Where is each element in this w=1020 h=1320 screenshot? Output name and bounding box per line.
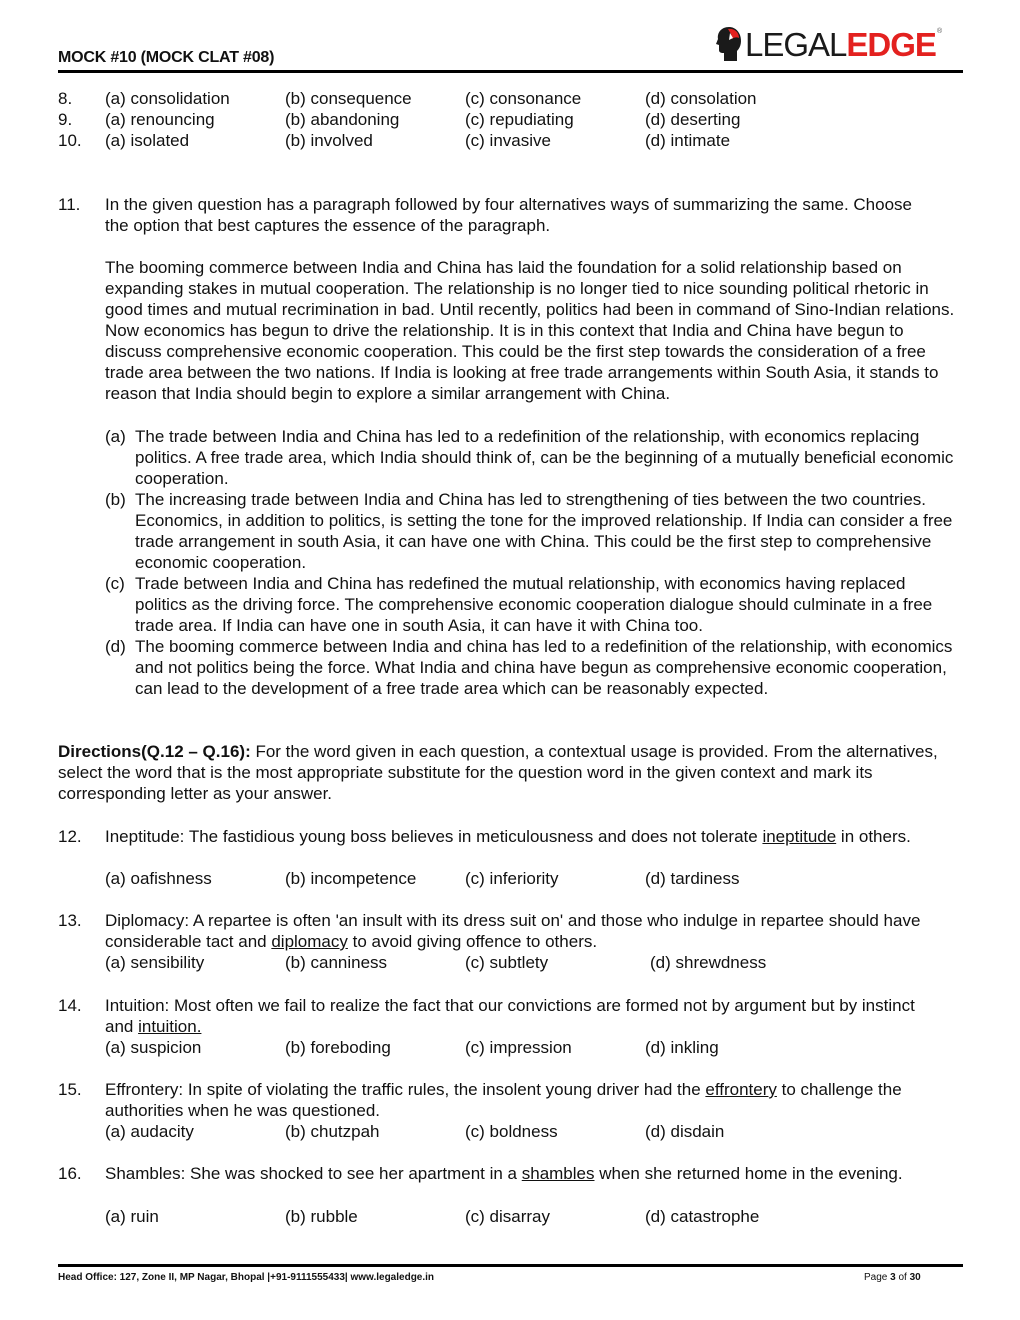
option-a[interactable]: (a) The trade between India and China has led to a redefinition of the relationship, with economics replacing politics. A free trade area, which India should think of, can be the beginning of a mutually beneficial economic cooperation.	[105, 427, 954, 488]
legaledge-logo	[715, 24, 941, 64]
option-d[interactable]: (d) intimate	[645, 131, 731, 150]
question-number-15: 15.	[58, 1080, 82, 1099]
question-14-stem: Intuition: Most often we fail to realize the fact that our convictions are formed not by argument but by instinct and intuition.	[105, 996, 915, 1036]
underlined-word: intuition.	[138, 1017, 202, 1036]
underlined-word: ineptitude	[762, 827, 837, 846]
option-b[interactable]: (b) chutzpah	[285, 1122, 380, 1141]
option-b[interactable]: (b) incompetence	[285, 869, 417, 888]
logo-wordmark: LEGALEDGE®	[745, 25, 942, 63]
option-d[interactable]: (d) consolation	[645, 89, 757, 108]
question-13-stem: Diplomacy: A repartee is often 'an insult with its dress suit on' and those who indulge in repartee should have considerable tact and diplomacy to avoid giving offence to others.	[105, 911, 921, 951]
question-12-stem: Ineptitude: The fastidious young boss believes in meticulousness and does not tolerate ineptitude in others.	[105, 827, 911, 846]
footer-address: Head Office: 127, Zone II, MP Nagar, Bhopal |+91-9111555433| www.legaledge.in	[58, 1272, 435, 1283]
option-c[interactable]: (c) repudiating	[465, 110, 574, 129]
option-b[interactable]: (b) canniness	[285, 953, 388, 972]
question-16-stem: Shambles: She was shocked to see her apartment in a shambles when she returned home in the evening.	[105, 1164, 903, 1183]
option-b[interactable]: (b) consequence	[285, 89, 412, 108]
directions-block: Directions(Q.12 – Q.16): For the word given in each question, a contextual usage is provided. From the alternatives, select the word that is the most appropriate substitute for the question word in the given context and mark its corresponding letter as your answer.	[58, 742, 938, 803]
question-number-12: 12.	[58, 827, 82, 846]
option-b[interactable]: (b) The increasing trade between India and China has led to strengthening of ties between the two countries. Economics, in addition to politics, is setting the tone for the improved relationship. If India can consider a free trade arrangement in south Asia, it can have one with China. This could be the first step to comprehensive economic cooperation.	[105, 490, 953, 572]
document-title: MOCK #10 (MOCK CLAT #08)	[58, 49, 275, 66]
option-a[interactable]: (a) audacity	[105, 1122, 194, 1141]
option-c[interactable]: (c) inferiority	[465, 869, 559, 888]
option-c[interactable]: (c) impression	[465, 1038, 572, 1057]
option-c[interactable]: (c) subtlety	[465, 953, 549, 972]
option-c[interactable]: (c) disarray	[465, 1207, 551, 1226]
option-d[interactable]: (d) catastrophe	[645, 1207, 760, 1226]
question-15-stem: Effrontery: In spite of violating the traffic rules, the insolent young driver had the effrontery to challenge the authorities when he was questioned.	[105, 1080, 902, 1120]
option-c[interactable]: (c) consonance	[465, 89, 582, 108]
question-number-13: 13.	[58, 911, 82, 930]
question-number-16: 16.	[58, 1164, 82, 1183]
question-11-prompt: In the given question has a paragraph followed by four alternatives ways of summarizing the same. Choose the option that best captures the essence of the paragraph.	[105, 195, 913, 235]
head-silhouette-icon	[715, 25, 745, 63]
question-11-options	[105, 426, 955, 699]
header-divider	[58, 70, 963, 73]
option-a[interactable]: (a) isolated	[105, 131, 190, 150]
underlined-word: effrontery	[705, 1080, 777, 1099]
page-indicator: Page 3 of 30	[864, 1272, 921, 1283]
option-d[interactable]: (d) tardiness	[645, 869, 740, 888]
underlined-word: shambles	[521, 1164, 595, 1183]
option-a[interactable]: (a) consolidation	[105, 89, 230, 108]
option-a[interactable]: (a) sensibility	[105, 953, 205, 972]
question-11-passage: The booming commerce between India and China has laid the foundation for a solid relationship based on expanding stakes in mutual cooperation. The relationship is no longer tied to nice sounding political rhetoric in good times and mutual recrimination in bad. Until recently, politics had been in command of Sino-Indian relations. Now economics has begun to drive the relationship. It is in this context that India and China have begun to discuss comprehensive economic cooperation. This could be the first step towards the consideration of a free trade area between the two nations. If India is looking at free trade arrangements within South Asia, it stands to reason that India should begin to explore a similar arrangement with China.	[105, 258, 955, 403]
option-d[interactable]: (d) shrewdness	[650, 953, 767, 972]
directions-label: Directions(Q.12 – Q.16):	[58, 742, 251, 761]
option-d[interactable]: (d) disdain	[645, 1122, 725, 1141]
option-d[interactable]: (d) The booming commerce between India and china has led to a redefinition of the relationship, with economics and not politics being the force. What India and china have begun as comprehensive economic cooperation, can lead to the development of a free trade area which can be reasonably expected.	[105, 637, 953, 698]
footer-divider	[58, 1264, 963, 1267]
option-a[interactable]: (a) ruin	[105, 1207, 159, 1226]
option-c[interactable]: (c) boldness	[465, 1122, 558, 1141]
option-a[interactable]: (a) suspicion	[105, 1038, 202, 1057]
option-d[interactable]: (d) deserting	[645, 110, 741, 129]
underlined-word: diplomacy	[271, 932, 348, 951]
question-number-14: 14.	[58, 996, 82, 1015]
option-a[interactable]: (a) renouncing	[105, 110, 215, 129]
option-b[interactable]: (b) involved	[285, 131, 373, 150]
option-b[interactable]: (b) rubble	[285, 1207, 358, 1226]
option-d[interactable]: (d) inkling	[645, 1038, 719, 1057]
question-number-11: 11.	[58, 195, 81, 214]
option-c[interactable]: (c) Trade between India and China has redefined the mutual relationship, with economics having replaced politics as the driving force. The comprehensive economic cooperation dialogue should culminate in a free trade area. If India can have one in south Asia, it can have it with China too.	[105, 574, 933, 635]
option-a[interactable]: (a) oafishness	[105, 869, 212, 888]
option-b[interactable]: (b) foreboding	[285, 1038, 391, 1057]
option-b[interactable]: (b) abandoning	[285, 110, 400, 129]
option-c[interactable]: (c) invasive	[465, 131, 551, 150]
